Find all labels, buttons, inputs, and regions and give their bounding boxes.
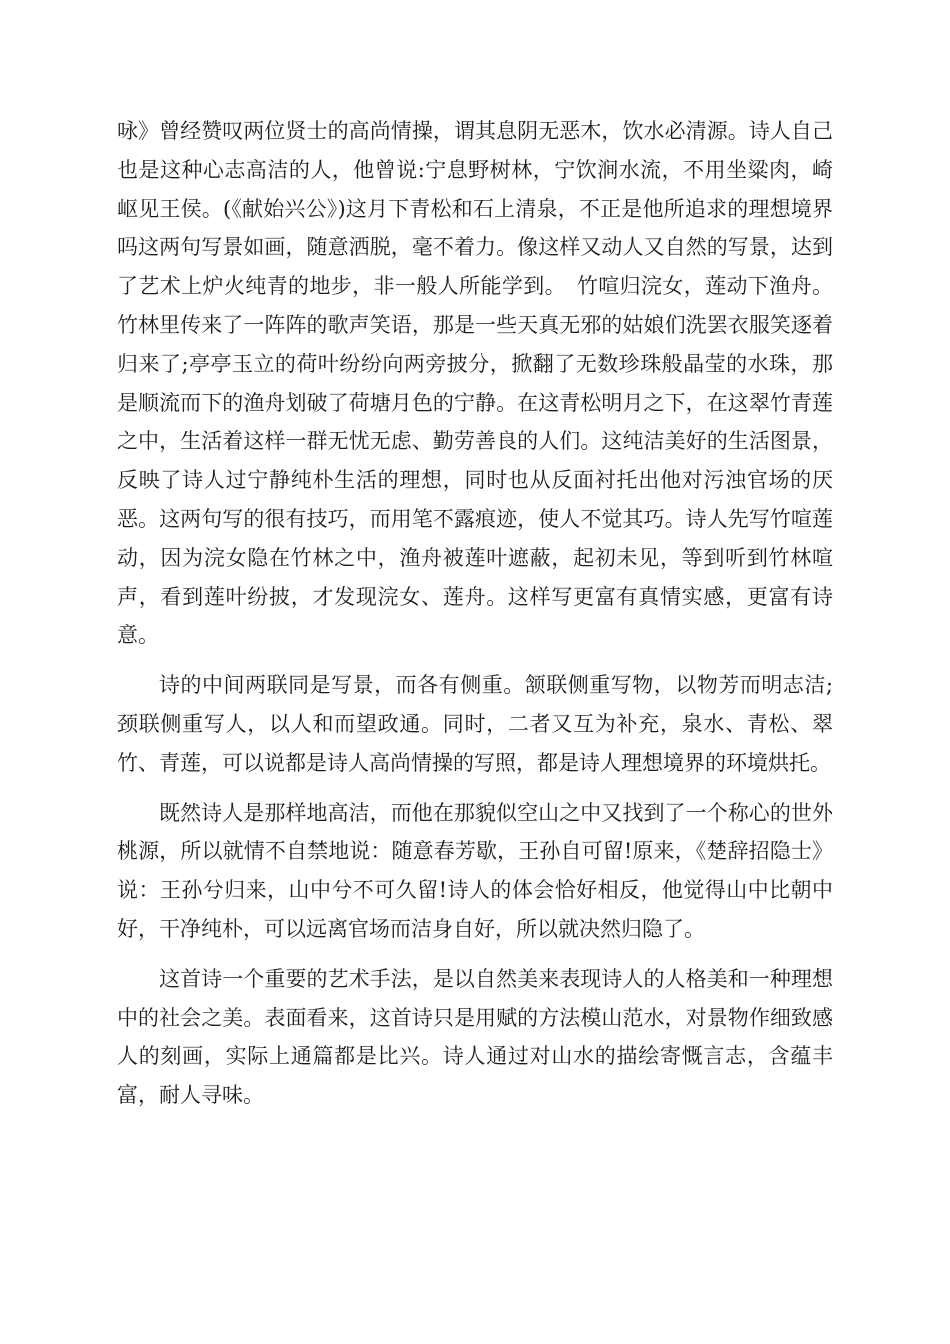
paragraph: 诗的中间两联同是写景，而各有侧重。颔联侧重写物，以物芳而明志洁;颈联侧重写人，以人和而望政通。同时，二者又互为补充，泉水、青松、翠竹、青莲，可以说都是诗人高尚情操的写照，都是诗人理想境界的环境烘托。 (117, 673, 833, 775)
paragraph: 既然诗人是那样地高洁，而他在那貌似空山之中又找到了一个称心的世外桃源，所以就情不自禁地说：随意春芳歇，王孙自可留!原来，《楚辞招隐士》说：王孙兮归来，山中兮不可久留!诗人的体会恰好相反，他觉得山中比朝中好，干净纯朴，可以远离官场而洁身自好，所以就决然归隐了。 (117, 800, 833, 941)
paragraph-continued: 咏》曾经赞叹两位贤士的高尚情操，谓其息阴无恶木，饮水必清源。诗人自己也是这种心志高洁的人，他曾说:宁息野树林，宁饮涧水流，不用坐粱肉，崎岖见王侯。(《献始兴公》)这月下青松和石上清泉，不正是他所追求的理想境界吗这两句写景如画，随意洒脱，毫不着力。像这样又动人又自然的写景，达到了艺术上炉火纯青的地步，非一般人所能学到。 竹喧归浣女，莲动下渔舟。竹林里传来了一阵阵的歌声笑语，那是一些天真无邪的姑娘们洗罢衣服笑逐着归来了;亭亭玉立的荷叶纷纷向两旁披分，掀翻了无数珍珠般晶莹的水珠，那是顺流而下的渔舟划破了荷塘月色的宁静。在这青松明月之下，在这翠竹青莲之中，生活着这样一群无忧无虑、勤劳善良的人们。这纯洁美好的生活图景，反映了诗人过宁静纯朴生活的理想，同时也从反面衬托出他对污浊官场的厌恶。这两句写的很有技巧，而用笔不露痕迹，使人不觉其巧。诗人先写竹喧莲动，因为浣女隐在竹林之中，渔舟被莲叶遮蔽，起初未见，等到听到竹林喧声，看到莲叶纷披，才发现浣女、莲舟。这样写更富有真情实感，更富有诗意。 (117, 119, 833, 648)
document-page (117, 112, 833, 1115)
paragraph: 这首诗一个重要的艺术手法，是以自然美来表现诗人的人格美和一种理想中的社会之美。表面看来，这首诗只是用赋的方法模山范水，对景物作细致感人的刻画，实际上通篇都是比兴。诗人通过对山水的描绘寄慨言志，含蕴丰富，耐人寻味。 (117, 966, 833, 1108)
